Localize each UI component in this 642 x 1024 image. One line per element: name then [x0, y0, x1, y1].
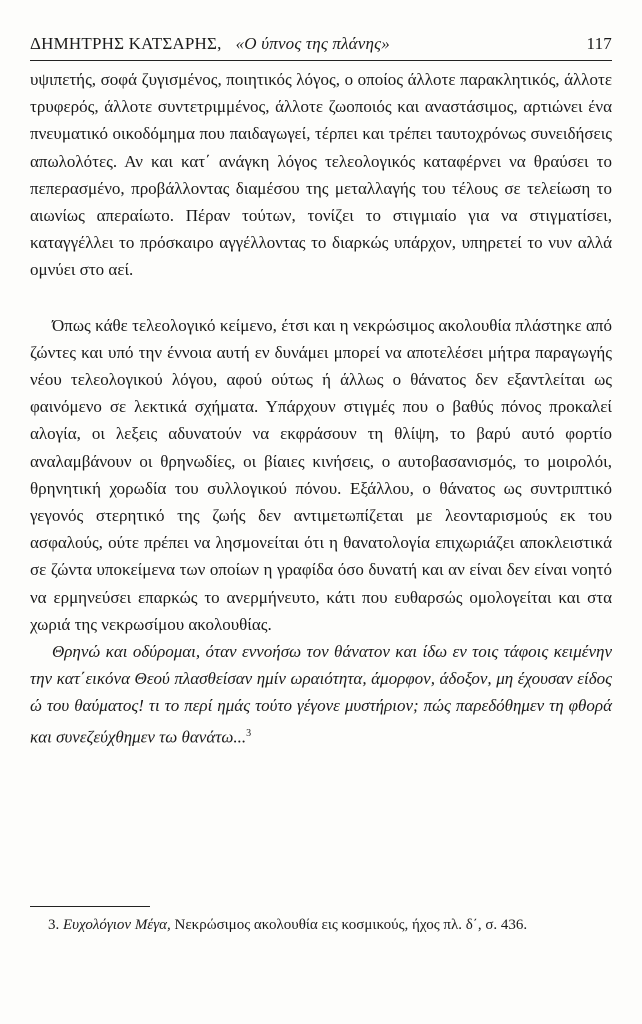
footnote-book-title: Ευχολόγιον Μέγα, [63, 917, 171, 933]
main-text [30, 66, 612, 751]
paragraph-2: Όπως κάθε τελεολογικό κείμενο, έτσι και η νεκρώσιμος ακολουθία πλάστηκε από ζώντες και υπό την έννοια αυτή εν δυνάμει μπορεί να αποτελέσει μήτρα παραγωγής νέου τελεολογικού λόγου, αφού ούτως ή άλλως ο θάνατος δεν εξαντλείται ως φαινόμενο σε λεκτικά σχήματα. Υπάρχουν στιγμές που ο βαθύς πόνος προκαλεί αλογία, οι λεξεις αδυνατούν να εκφράσουν τη θλίψη, το βαρύ αυτό φορτίο αναλαμβάνουν οι θρηνωδίες, οι βίαιες κινήσεις, ο αυτοβασανισμός, το μοιρολόι, θρηνητική χορωδία του συλλογικού πόνου. Εξάλλου, ο θάνατος ως συντριπτικό γεγονός στερητικό της ζωής δεν αντιμετωπίζεται με λεονταρισμούς εκ του ασφαλούς, ούτε πρέπει να λησμονείται ότι η θανατολογία επιχωριάζει αποκλειστικά σε ζώντα υποκείμενα των οποίων η γραφίδα όσο δυνατή και αν είναι δεν είναι νοητό να ερμηνεύσει επαρκώς το ανερμήνευτο, κάτι που ευθαρσώς ομολογείται και στα χωριά της νεκρωσίμου ακολουθίας. [30, 315, 612, 634]
footnote-number: 3. [48, 917, 60, 933]
header-book-title: «Ο ύπνος της πλάνης» [235, 34, 390, 53]
footnote [30, 914, 612, 936]
footnote-marker[interactable]: 3 [246, 727, 252, 739]
header-author: ΔΗΜΗΤΡΗΣ ΚΑΤΣΑΡΗΣ, [30, 34, 222, 53]
page-number: 117 [586, 34, 612, 53]
liturgical-quote [30, 638, 612, 750]
quote-text: Θρηνώ και οδύρομαι, όταν εννοήσω τον θάνατον και ίδω εν τοις τάφοις κειμένην την κατ΄εικόνα Θεού πλασθείσαν ημίν ωραιότητα, άμορφον, άδοξον, μη έχουσαν είδος ώ του θαύματος! τι το περί ημάς τούτο γέγονε μυστήριον; πώς παρεδόθημεν τη φθορά και συνεζεύχθημεν τω θανάτω... [30, 642, 612, 747]
footnote-text: Νεκρώσιμος ακολουθία εις κοσμικούς, ήχος πλ. δ΄, σ. 436. [174, 917, 528, 933]
running-header [30, 30, 612, 61]
footnote-divider [30, 906, 150, 907]
paragraph-1: υψιπετής, σοφά ζυγισμένος, ποιητικός λόγος, ο οποίος άλλοτε παρακλητικός, άλλοτε τρυφερός, άλλοτε συντετριμμένος, άλλοτε ζωοποιός και αναστάσιμος, αρτιώνει ένα πνευματικό οικοδόμημα που παιδαγωγεί, τέρπει και τρέπει ταυτοχρόνως συνειδήσεις απωλολότες. Αν και κατ΄ ανάγκη λόγος τελεολογικός καταφέρνει να θραύσει το πεπερασμένο, προβάλλοντας διαμέσου της μεταλλαγής του τέλους σε τελείωση το αιωνίως απεραίωτο. Πέραν τούτων, τονίζει το στιγμιαίο για να στιγματίσει, καταγγέλλει το πρόσκαιρο αγγέλλοντας το διαρκώς υπάρχον, υπηρετεί το νυν αλλά ομνύει στο αεί. [30, 70, 612, 280]
